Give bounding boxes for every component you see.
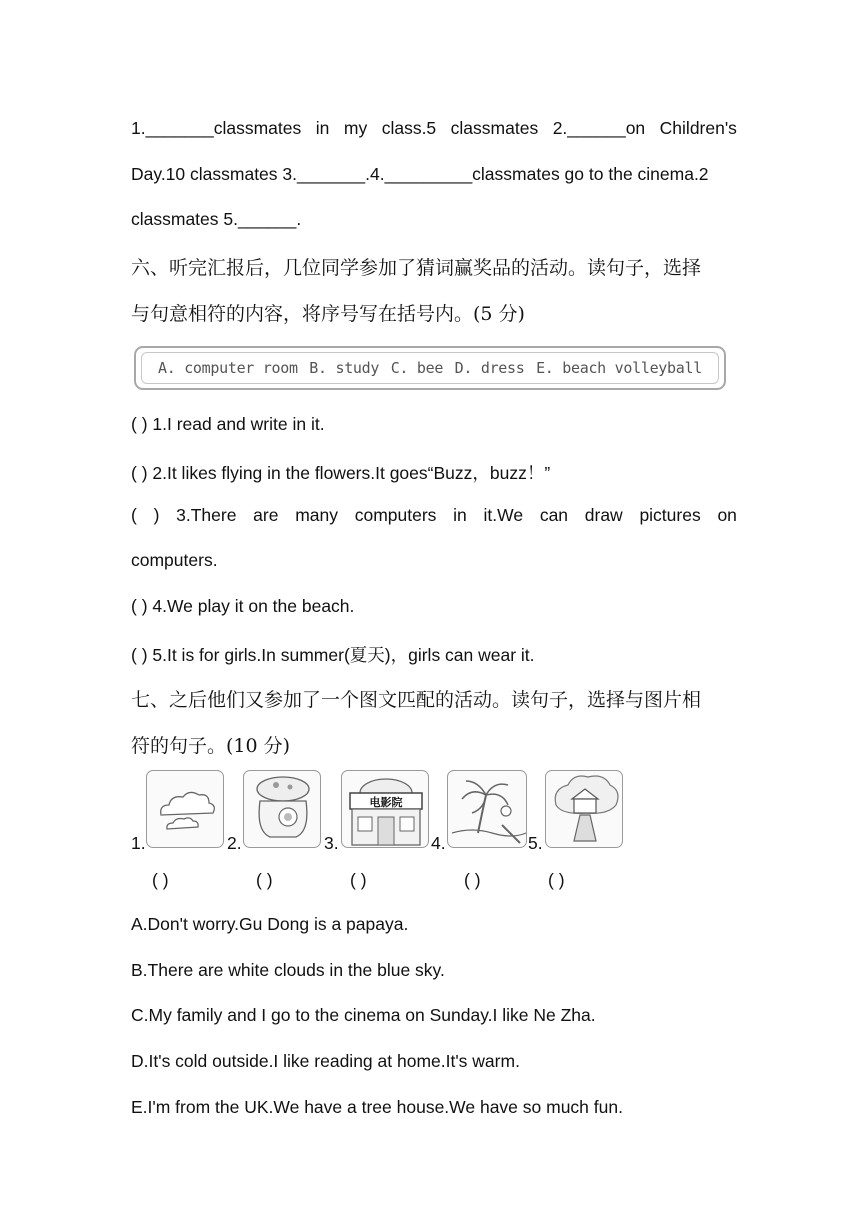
- option-e: E. beach volleyball: [536, 359, 702, 377]
- word: my: [343, 118, 368, 138]
- fill-line-1: [131, 118, 737, 139]
- question-3-continued: computers.: [131, 550, 218, 570]
- sentence-e: E.I'm from the UK.We have a tree house.We have so much fun.: [131, 1097, 623, 1117]
- picture-number-2: 2.: [227, 833, 242, 853]
- question-5: ( ) 5.It is for girls.In summer(夏天)，girls can wear it.: [131, 645, 535, 665]
- word: can: [539, 505, 569, 525]
- sentence-c: C.My family and I go to the cinema on Sunday.I like Ne Zha.: [131, 1005, 596, 1025]
- question-2: ( ) 2.It likes flying in the flowers.It goes“Buzz，buzz！”: [131, 463, 551, 483]
- sentence-a: A.Don't worry.Gu Dong is a papaya.: [131, 914, 409, 934]
- clouds-picture: [146, 770, 224, 848]
- answer-blank-3[interactable]: ( ): [350, 870, 367, 890]
- picture-number-4: 4.: [431, 833, 446, 853]
- word: classmates: [450, 118, 539, 138]
- section-7-title-line2: 符的句子。(10 分): [131, 735, 291, 757]
- word: in: [453, 505, 467, 525]
- question-1: ( ) 1.I read and write in it.: [131, 414, 325, 434]
- word: 1._______classmates: [131, 118, 302, 138]
- word: class.5: [381, 118, 437, 138]
- sentence-b: B.There are white clouds in the blue sky.: [131, 960, 445, 980]
- sentence-d: D.It's cold outside.I like reading at home.It's warm.: [131, 1051, 520, 1071]
- word: on: [717, 505, 737, 525]
- word: 2.______on: [552, 118, 646, 138]
- beach-picture: [447, 770, 527, 848]
- word: pictures: [639, 505, 701, 525]
- tree-house-picture: [545, 770, 623, 848]
- picture-number-3: 3.: [324, 833, 339, 853]
- word: ): [153, 505, 160, 525]
- section-6-title-line2: 与句意相符的内容，将序号写在括号内。(5 分): [131, 303, 525, 325]
- picture-number-1: 1.: [131, 833, 146, 853]
- question-4: ( ) 4.We play it on the beach.: [131, 596, 355, 616]
- answer-blank-2[interactable]: ( ): [256, 870, 273, 890]
- word: Children's: [659, 118, 737, 138]
- word: (: [131, 505, 137, 525]
- cinema-sign: 电影院: [369, 796, 403, 809]
- option-d: D. dress: [454, 359, 525, 377]
- cinema-picture: [341, 770, 429, 848]
- word: 3.There: [176, 505, 237, 525]
- fill-line-3: classmates 5.______.: [131, 209, 302, 229]
- answer-blank-4[interactable]: ( ): [464, 870, 481, 890]
- option-b: B. study: [309, 359, 380, 377]
- word-bank-box: [134, 346, 726, 390]
- option-a: A. computer room: [158, 359, 298, 377]
- word: in: [315, 118, 330, 138]
- section-7-title-line1: 七、之后他们又参加了一个图文匹配的活动。读句子，选择与图片相: [131, 689, 702, 711]
- fill-line-2: Day.10 classmates 3._______.4._________classmates go to the cinema.2: [131, 164, 709, 184]
- word: many: [295, 505, 338, 525]
- papaya-picture: [243, 770, 321, 848]
- option-c: C. bee: [390, 359, 444, 377]
- answer-blank-5[interactable]: ( ): [548, 870, 565, 890]
- picture-number-5: 5.: [528, 833, 543, 853]
- word: draw: [584, 505, 623, 525]
- answer-blank-1[interactable]: ( ): [152, 870, 169, 890]
- section-6-title-line1: 六、听完汇报后，几位同学参加了猜词赢奖品的活动。读句子，选择: [131, 257, 702, 279]
- word: are: [253, 505, 279, 525]
- question-3: [131, 505, 737, 526]
- word: it.We: [483, 505, 524, 525]
- word: computers: [354, 505, 437, 525]
